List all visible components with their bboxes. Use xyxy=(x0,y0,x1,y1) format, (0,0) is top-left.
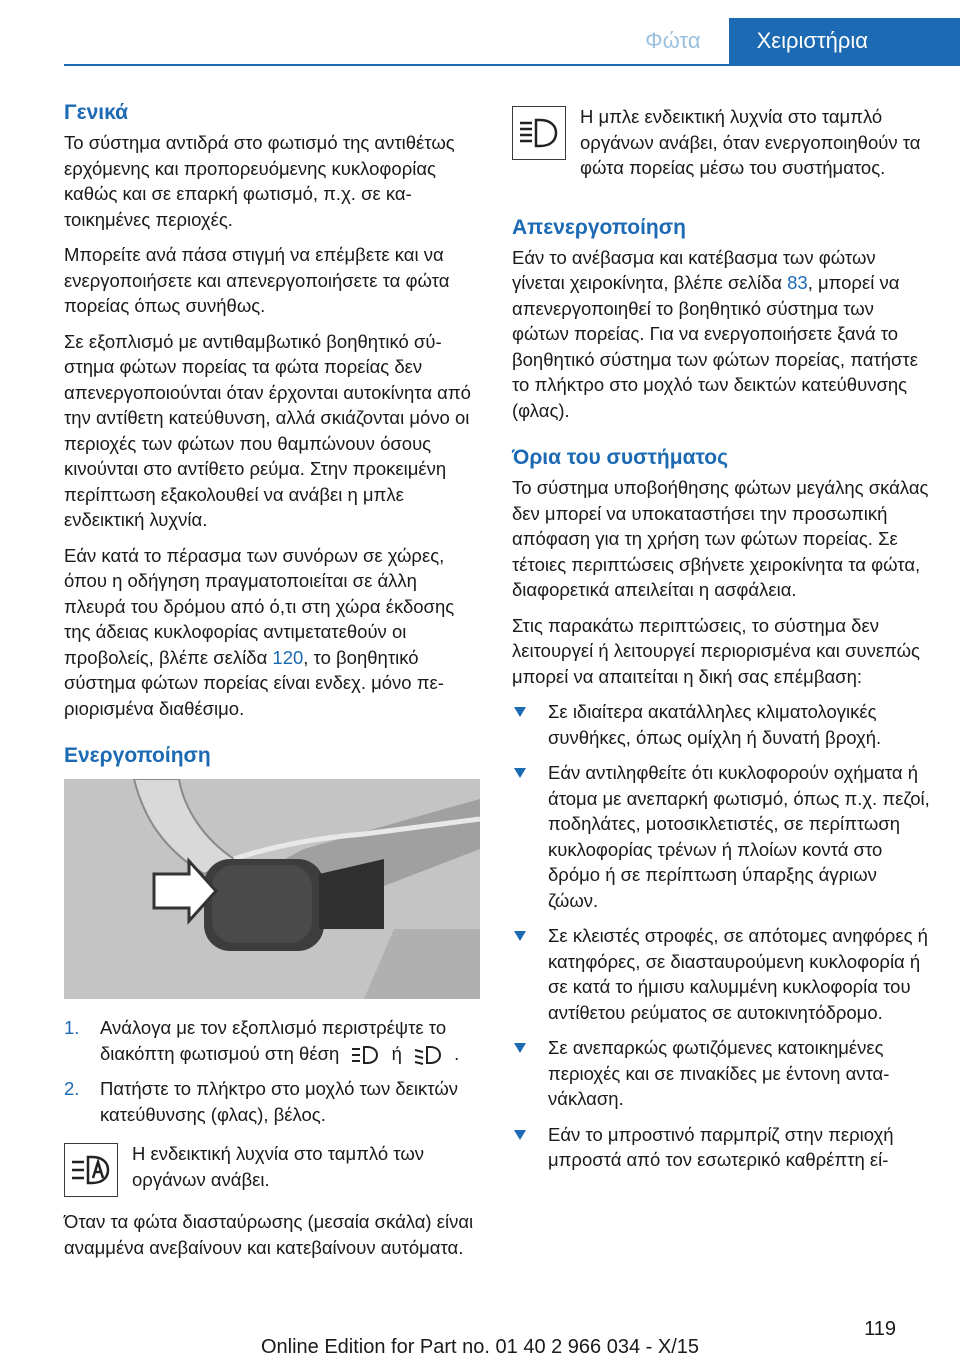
step-2: 2. Πατήστε το πλήκτρο στο μοχλό των δεικτών κατεύθυνσης (φλας), βέλος. xyxy=(64,1078,459,1125)
page-number: 119 xyxy=(864,1318,896,1340)
turn-signal-lever-photo xyxy=(64,779,480,999)
list-item: Σε κλειστές στροφές, σε απότομες ανηφόρες ή κατηφόρες, σε διασταυρούμενη κυκλοφορία ή σε κατά το ήμισυ καλυμμένη κυκλοφορία του αντίθετου ρεύματος σε αυτοκινητόδρομο. xyxy=(512,923,930,1025)
general-paragraph-4: Εάν κατά το πέρασμα των συνόρων σε χώρες, όπου η οδήγηση πραγματοποιείται σε άλλη πλευρά του δρόμου από ό,τι στη χώρα έκδοσης της άδειας κυκλοφορίας αντιμετατεθούν οι προβολείς, βλέπε σελίδα 120, το βοηθητικό σύστημα φώτων πορείας είναι ενδεχ. μόνο περιορισμένα διαθέσιμο. xyxy=(64,544,455,719)
list-item: Εάν αντιληφθείτε ότι κυκλοφορούν οχήματα ή άτομα με ανεπαρκή φωτισμό, όπως π.χ. πεζοί, ποδηλάτες, μοτοσικλετιστές, σε περίπτωση κυκλοφορίας τρένων ή πλοίων κοντά στο δρόμο ή σε περίπτωση ύπαρξης άγριων ζώων. xyxy=(512,760,930,913)
high-beam-assist-indicator-icon xyxy=(64,1143,118,1197)
right-column xyxy=(512,100,930,1183)
auto-headlight-icon xyxy=(350,1044,380,1066)
activation-steps xyxy=(64,1015,482,1127)
general-paragraph-2: Μπορείτε ανά πάσα στιγμή να επέμβετε και να ενεργοποιήσετε και απενεργοποιήσετε τα φώτα πορείας όπως συνήθως. xyxy=(64,244,450,316)
list-item: Σε ανεπαρκώς φωτιζόμενες κατοικημένες περιοχές και σε πινακίδες με έντονη αντανάκλαση. xyxy=(512,1035,930,1112)
low-beam-icon xyxy=(413,1044,443,1066)
limits-paragraph-2: Στις παρακάτω περιπτώσεις, το σύστημα δεν λειτουργεί ή λειτουργεί περιορισμένα και συνεπώς μπορεί να απαιτείται η δική σας επέμβαση: xyxy=(512,614,920,687)
limits-heading: Όρια του συστήματος xyxy=(512,446,729,469)
header-tabs xyxy=(617,18,960,64)
low-beam-auto-paragraph: Όταν τα φώτα διασταύρωσης (μεσαία σκάλα) είναι αναμμένα ανεβαίνουν και κατεβαίνουν αυτόματα. xyxy=(64,1211,474,1258)
indicator-note xyxy=(64,1141,482,1197)
indicator-note-text: Η ενδεικτική λυχνία στο ταμπλό των οργάνων ανάβει. xyxy=(132,1143,425,1190)
high-beam-indicator-icon xyxy=(512,106,566,160)
deactivation-heading: Απενεργοποίηση xyxy=(512,215,686,239)
bullet-triangle-icon xyxy=(514,768,526,778)
lever-illustration xyxy=(64,779,480,999)
page-link-120[interactable]: 120 xyxy=(272,646,304,668)
deactivation-paragraph: Εάν το ανέβασμα και κατέβασμα των φώτων γίνεται χειροκίνητα, βλέπε σελίδα 83, μπορεί να απενεργοποιηθεί το βοηθητικό σύστημα των φώτων πορείας. Για να ενεργοποιήσετε ξανά το βοηθητικό σύστημα των φώτων πορείας, πατήστε το πλήκτρο στο μοχλό των δεικτών κατεύθυνσης (φλας). xyxy=(512,246,918,421)
watermark: Downloaded from www.Manualslib.com manuals search engine xyxy=(465,1359,495,1360)
list-item: Σε ιδιαίτερα ακατάλληλες κλιματολογικές συνθήκες, όπως ομίχλη ή δυνατή βροχή. xyxy=(512,699,930,750)
page-link-83[interactable]: 83 xyxy=(787,272,808,293)
blue-indicator-note xyxy=(512,104,930,181)
header-tab-lights[interactable]: Φώτα xyxy=(617,18,729,64)
bullet-triangle-icon xyxy=(514,1130,526,1140)
limits-list xyxy=(512,699,930,1173)
header-rule xyxy=(64,64,960,66)
list-item: Εάν το μπροστινό παρμπρίζ στην περιοχή μπροστά από τον εσωτερικό καθρέπτη εί- xyxy=(512,1122,930,1173)
blue-indicator-text: Η μπλε ενδεικτική λυχνία στο ταμπλό οργάνων ανάβει, όταν ενεργοποιηθούν τα φώτα πορείας μέσω του συστήματος. xyxy=(580,106,921,178)
header-tab-controls[interactable]: Χειριστήρια xyxy=(729,18,960,64)
step-1: 1. Ανάλογα με τον εξοπλισμό περιστρέψτε το διακόπτη φωτισμού στη θέση ή . xyxy=(64,1015,482,1066)
footer-edition: Online Edition for Part no. 01 40 2 966 034 - X/15 Downloaded from www.Manualslib.com manuals search engine xyxy=(0,1336,960,1360)
general-heading: Γενικά xyxy=(64,101,129,124)
general-paragraph-1: Το σύστημα αντιδρά στο φωτισμό της αντιθέτως ερχόμενης και προπορευόμενης κυκλοφορίας καθώς και σε επαρκή φωτισμό, π.χ. σε κατοικημένες περιοχές. xyxy=(64,132,455,230)
general-paragraph-3: Σε εξοπλισμό με αντιθαμβωτικό βοηθητικό σύστημα φώτων πορείας τα φώτα πορείας δεν απενεργοποιούνται όταν έρχονται αυτοκίνητα από την αντίθετη κατεύθυνση, αλλά σκιάζονται μόνο οι περιοχές των φώτων που θαμπώνουν όσους κινούνται στο αντίθετο ρεύμα. Στην προκειμένη περίπτωση εξακολουθεί να ανάβει η μπλε ενδεικτική λυχνία. xyxy=(64,330,471,530)
limits-paragraph-1: Το σύστημα υποβοήθησης φώτων μεγάλης σκάλας δεν μπορεί να υποκαταστήσει την προσωπική απόφαση για τη χρήση των φώτων πορείας. Σε τέτοιες περιπτώσεις σβήνετε χειροκίνητα τα φώτα, διαφορετικά απειλείται η ασφάλεια. xyxy=(512,477,929,600)
bullet-triangle-icon xyxy=(514,931,526,941)
activation-heading: Ενεργοποίηση xyxy=(64,744,211,767)
bullet-triangle-icon xyxy=(514,1043,526,1053)
left-column xyxy=(64,100,482,1270)
bullet-triangle-icon xyxy=(514,707,526,717)
